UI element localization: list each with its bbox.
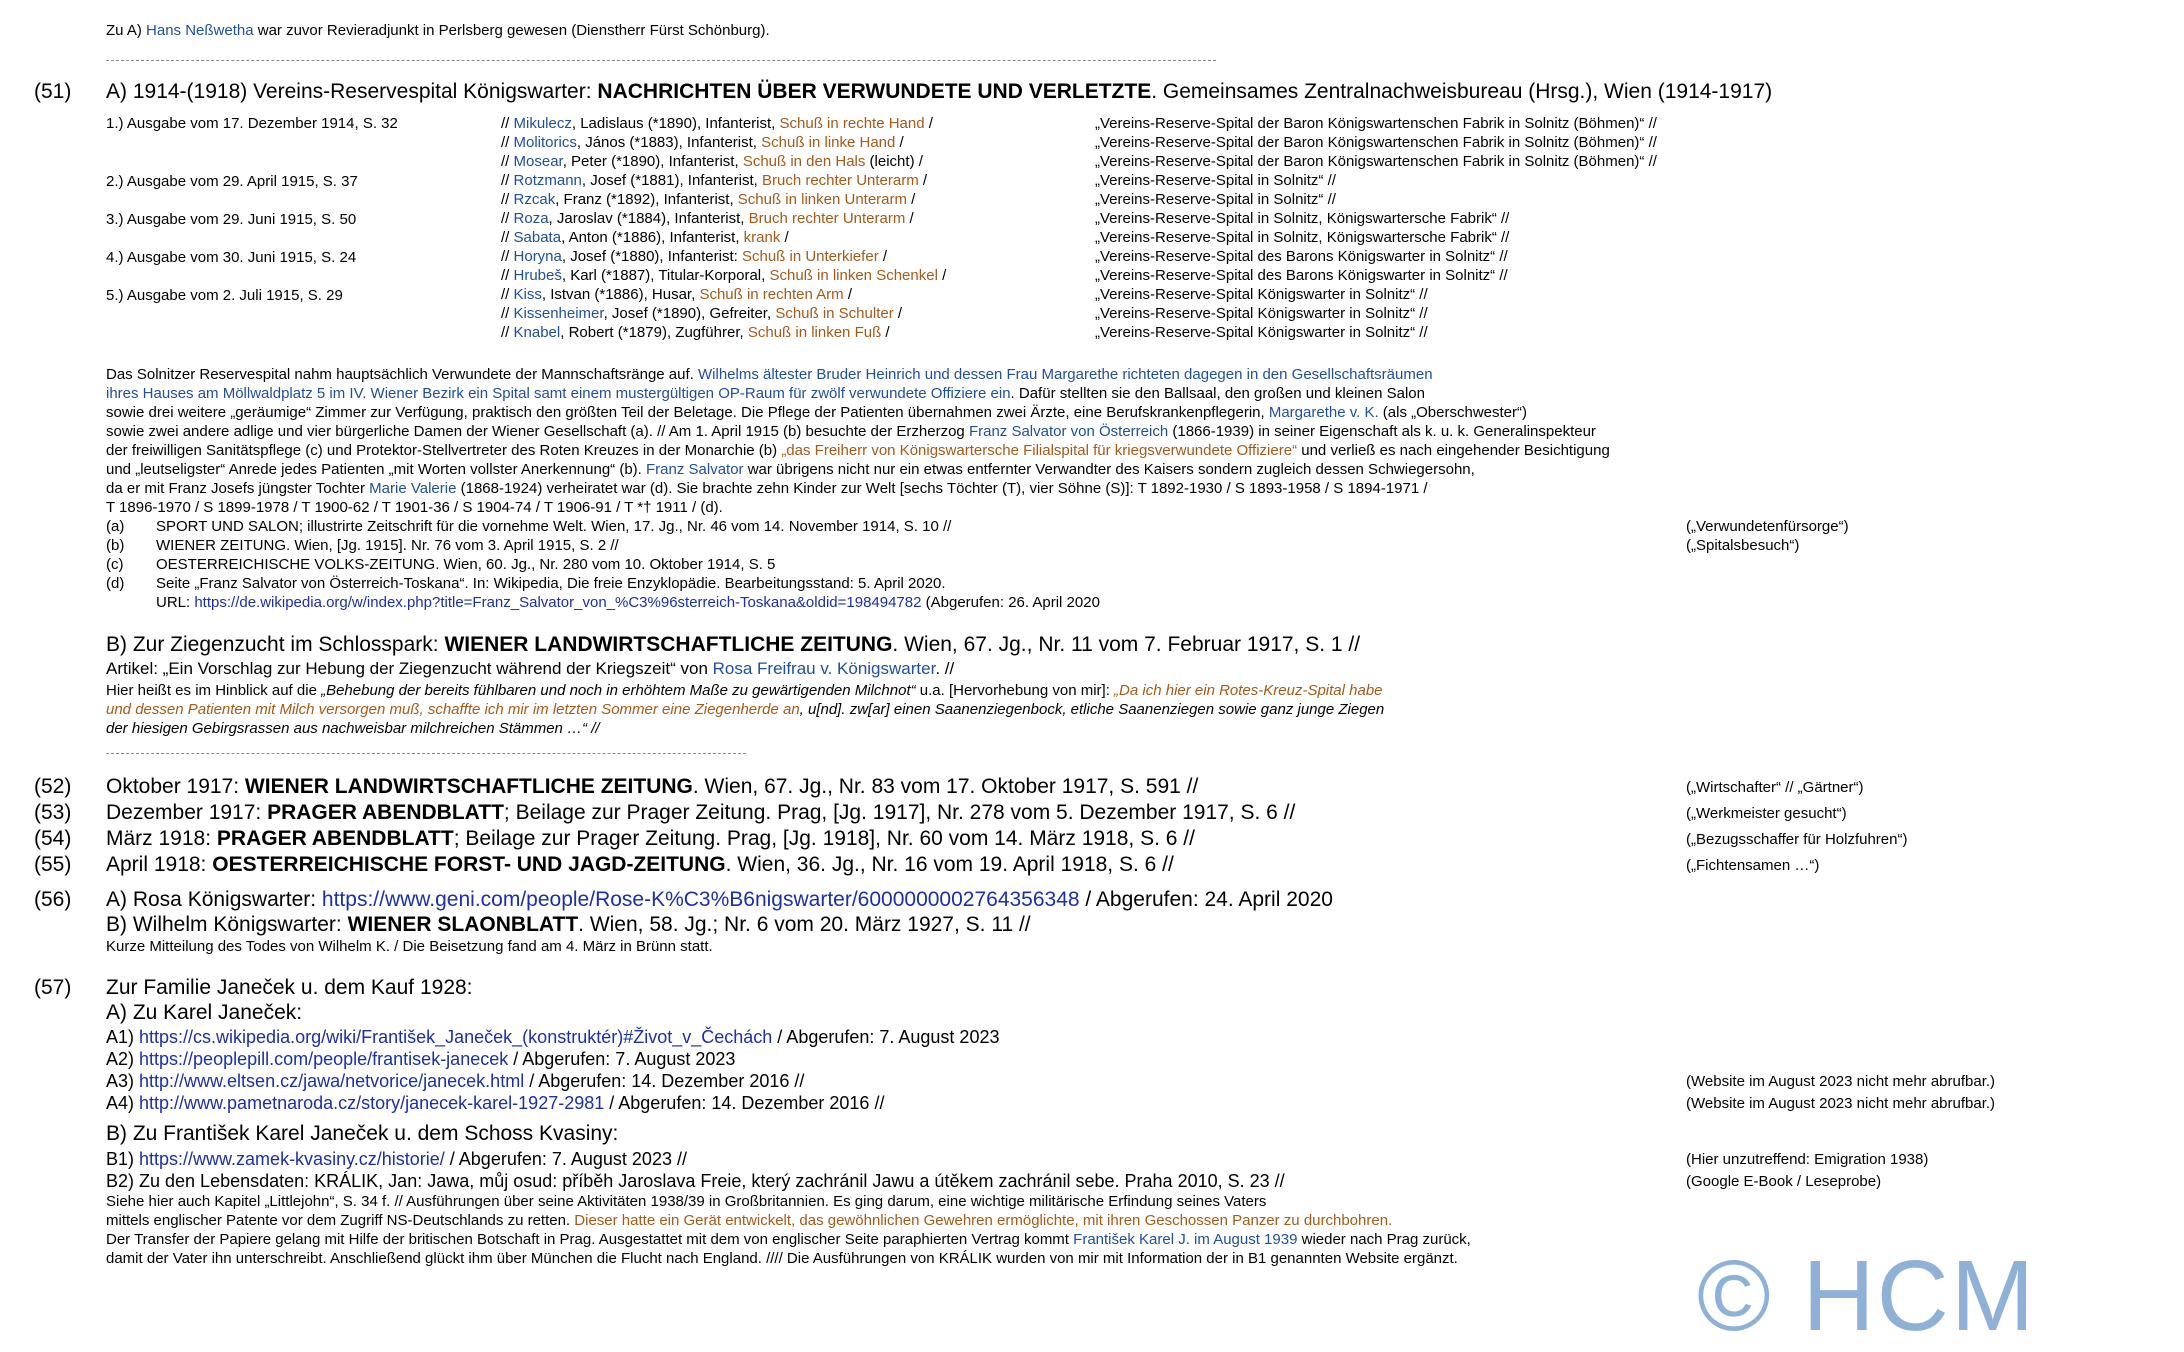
entry-57-heading: Zur Familie Janeček u. dem Kauf 1928: bbox=[106, 976, 473, 999]
newspaper-entry bbox=[106, 774, 1198, 799]
wound-type: Schuß in Unterkiefer bbox=[741, 248, 879, 265]
soldier-name: Roza bbox=[513, 210, 549, 227]
entry-suffix: (leicht) / bbox=[865, 153, 923, 170]
casualty-entry bbox=[501, 190, 915, 209]
entry-number: (52) bbox=[34, 775, 72, 798]
side-note: (Google E-Book / Leseprobe) bbox=[1686, 1173, 1882, 1190]
soldier-details: , Anton (*1886), Infanterist, bbox=[561, 229, 744, 246]
source-accessed: / Abgerufen: 14. Dezember 2016 // bbox=[604, 1093, 885, 1113]
casualty-entry bbox=[501, 228, 789, 247]
source-link[interactable]: http://www.pametnaroda.cz/story/janecek-karel-1927-2981 bbox=[139, 1093, 605, 1113]
newspaper-title: PRAGER ABENDBLATT bbox=[267, 801, 504, 824]
entry-suffix: / bbox=[878, 248, 888, 265]
reference-note: („Verwundetenfürsorge“) bbox=[1686, 518, 1849, 535]
reference-text: WIENER ZEITUNG. Wien, [Jg. 1915]. Nr. 76 vom 3. April 1915, S. 2 // bbox=[156, 537, 619, 554]
soldier-details: , Karl (*1887), Titular-Korporal, bbox=[561, 267, 770, 284]
entry-51-b-heading: B) Zur Ziegenzucht im Schlosspark: WIENER LANDWIRTSCHAFTLICHE ZEITUNG. Wien, 67. Jg., Nr. 11 vom 7. Februar 1917, S. 1 // bbox=[106, 633, 1361, 656]
hospital-name: „Vereins-Reserve-Spital der Baron Königswartenschen Fabrik in Solnitz (Böhmen)“ // bbox=[1095, 115, 1657, 132]
quote-line: Hier heißt es im Hinblick auf die „Behebung der bereits fühlbaren und noch in erhöhtem Maße zu gewärtigenden Milchnot“ u.a. [Hervorhebung von mir]: „Da ich hier ein Rotes-Kreuz-Spital habe bbox=[106, 682, 1383, 699]
entry-prefix: // bbox=[501, 286, 514, 303]
para-line: damit der Vater ihn unterschreibt. Anschließend glückt ihm über München die Flucht nach England. //// Die Ausführungen von KRÁLIK wurden von mir mit Information der in B1 genannten Website ergänzt. bbox=[106, 1250, 1458, 1267]
entry-prefix: // bbox=[501, 229, 514, 246]
entry-suffix: / bbox=[780, 229, 789, 246]
quote-line: der hiesigen Gebirgsrassen aus nachweisbar milchreichen Stämmen …“ // bbox=[106, 720, 600, 737]
para-line: und „leutseligster“ Anrede jedes Patienten „mit Worten vollster Anerkennung“ (b). Franz Salvator war übrigens nicht nur ein etwas entfernter Verwandter des Kaisers sondern zugleich dessen Schwiegersohn, bbox=[106, 461, 1475, 478]
entry-57-b-heading: B) Zu František Karel Janeček u. dem Schoss Kvasiny: bbox=[106, 1122, 619, 1145]
source-accessed: / Abgerufen: 7. August 2023 bbox=[772, 1027, 1000, 1047]
issue-item: 4.) Ausgabe vom 30. Juni 1915, S. 24 bbox=[106, 249, 357, 266]
para-line: mittels englischer Patente vor dem Zugriff NS-Deutschlands zu retten. Dieser hatte ein Gerät entwickelt, das gewöhnlichen Gewehren ermöglichte, mit ihren Geschossen Panzer zu durchbohren. bbox=[106, 1212, 1393, 1229]
soldier-name: Sabata bbox=[513, 229, 562, 246]
hospital-name: „Vereins-Reserve-Spital Königswarter in Solnitz“ // bbox=[1095, 286, 1428, 303]
reference-key: (c) bbox=[106, 556, 124, 573]
soldier-details: , Peter (*1890), Infanterist, bbox=[562, 153, 743, 170]
side-note: (Hier unzutreffend: Emigration 1938) bbox=[1686, 1151, 1929, 1168]
entry-note: („Bezugsschaffer für Holzfuhren“) bbox=[1686, 831, 1908, 848]
soldier-details: , Robert (*1879), Zugführer, bbox=[560, 324, 748, 341]
casualty-entry bbox=[501, 209, 914, 228]
hospital-name: „Vereins-Reserve-Spital Königswarter in Solnitz“ // bbox=[1095, 324, 1428, 341]
hospital-name: „Vereins-Reserve-Spital in Solnitz, Königswartersche Fabrik“ // bbox=[1095, 210, 1510, 227]
side-note: (Website im August 2023 nicht mehr abrufbar.) bbox=[1686, 1095, 1996, 1112]
casualty-entry bbox=[501, 323, 890, 342]
reference-text: SPORT UND SALON; illustrirte Zeitschrift für die vornehme Welt. Wien, 17. Jg., Nr. 46 vom 14. November 1914, S. 10 // bbox=[156, 518, 952, 535]
casualty-entry bbox=[501, 133, 904, 152]
entry-note: („Fichtensamen …“) bbox=[1686, 857, 1820, 874]
source-accessed: / Abgerufen: 14. Dezember 2016 // bbox=[524, 1071, 805, 1091]
reference-key: (b) bbox=[106, 537, 125, 554]
wound-type: Schuß in rechte Hand bbox=[779, 115, 925, 132]
source-b2: B2) Zu den Lebensdaten: KRÁLIK, Jan: Jawa, můj osud: příběh Jaroslava Freie, který zachránil Jawu a útěkem zachránil sebe. Praha 2010, S. 23 // bbox=[106, 1171, 1285, 1191]
hospital-name: „Vereins-Reserve-Spital der Baron Königswartenschen Fabrik in Solnitz (Böhmen)“ // bbox=[1095, 134, 1657, 151]
soldier-name: Horyna bbox=[513, 248, 562, 265]
person-link: Hans Neßwetha bbox=[146, 22, 254, 39]
casualty-entry bbox=[501, 171, 927, 190]
casualty-entry bbox=[501, 114, 933, 133]
entry-number: (57) bbox=[34, 976, 72, 999]
quote-line: und dessen Patienten mit Milch versorgen muß, schaffte ich mir im letzten Sommer eine Ziegenherde an, u[nd]. zw[ar] einen Saanenziegenbock, etliche Saanenziegen sowie ganz junge Ziegen bbox=[106, 701, 1385, 718]
source-accessed: / Abgerufen: 7. August 2023 bbox=[508, 1049, 736, 1069]
para-line: sowie zwei andere adlige und vier bürgerliche Damen der Wiener Gesellschaft (a). // Am 1. April 1915 (b) besuchte der Erzherzog Franz Salvator von Österreich (1866-1939) in seiner Eigenschaft als k. u. k. Generalinspekteur bbox=[106, 423, 1596, 440]
casualty-entry bbox=[501, 304, 902, 323]
casualty-entry bbox=[501, 152, 923, 171]
entry-prefix: // bbox=[501, 134, 514, 151]
issue-item: 5.) Ausgabe vom 2. Juli 1915, S. 29 bbox=[106, 287, 343, 304]
entry-citation: . Wien, 36. Jg., Nr. 16 vom 19. April 1918, S. 6 // bbox=[725, 853, 1174, 876]
entry-prefix: // bbox=[501, 172, 514, 189]
entry-prefix: // bbox=[501, 191, 514, 208]
soldier-name: Mosear bbox=[513, 153, 563, 170]
issue-item: 1.) Ausgabe vom 17. Dezember 1914, S. 32 bbox=[106, 115, 398, 132]
entry-51-heading: A) 1914-(1918) Vereins-Reservespital Königswarter: NACHRICHTEN ÜBER VERWUNDETE UND VERLETZTE. Gemeinsames Zentralnachweisbureau (Hrsg.), Wien (1914-1917) bbox=[106, 80, 1773, 103]
entry-suffix: / bbox=[905, 210, 914, 227]
source-item bbox=[106, 1070, 804, 1092]
hospital-name: „Vereins-Reserve-Spital in Solnitz“ // bbox=[1095, 172, 1336, 189]
entry-number: (54) bbox=[34, 827, 72, 850]
entry-suffix: / bbox=[918, 172, 928, 189]
wound-type: Schuß in Schulter bbox=[775, 305, 894, 322]
issue-item: 3.) Ausgabe vom 29. Juni 1915, S. 50 bbox=[106, 211, 357, 228]
soldier-name: Kissenheimer bbox=[513, 305, 604, 322]
reference-url-line: URL: https://de.wikipedia.org/w/index.php?title=Franz_Salvator_von_%C3%96sterreich-Toskana&oldid=198494782 (Abgerufen: 26. April 2020 bbox=[156, 594, 1100, 611]
hospital-name: „Vereins-Reserve-Spital der Baron Königswartenschen Fabrik in Solnitz (Böhmen)“ // bbox=[1095, 153, 1657, 170]
soldier-details: , Josef (*1890), Gefreiter, bbox=[603, 305, 776, 322]
entry-number: (56) bbox=[34, 888, 72, 911]
entry-suffix: / bbox=[893, 305, 903, 322]
soldier-name: Rotzmann bbox=[513, 172, 582, 189]
wound-type: Schuß in linken Schenkel bbox=[769, 267, 938, 284]
wikipedia-link[interactable]: https://de.wikipedia.org/w/index.php?title=Franz_Salvator_von_%C3%96sterreich-Toskana&oldid=198494782 bbox=[194, 594, 922, 611]
entry-56-b: B) Wilhelm Königswarter: WIENER SLAONBLATT. Wien, 58. Jg.; Nr. 6 vom 20. März 1927, S. 11 // bbox=[106, 913, 1031, 936]
wound-type: krank bbox=[743, 229, 781, 246]
para-line: Das Solnitzer Reservespital nahm hauptsächlich Verwundete der Mannschaftsränge auf. Wilhelms ältester Bruder Heinrich und dessen Frau Margarethe richteten dagegen in den Gesellschaftsräumen bbox=[106, 366, 1433, 383]
issue-item: 2.) Ausgabe vom 29. April 1915, S. 37 bbox=[106, 173, 358, 190]
entry-prefix: // bbox=[501, 153, 514, 170]
divider bbox=[106, 753, 746, 754]
soldier-details: , János (*1883), Infanterist, bbox=[576, 134, 762, 151]
entry-prefix: // bbox=[501, 267, 514, 284]
newspaper-entry bbox=[106, 800, 1295, 825]
hospital-name: „Vereins-Reserve-Spital des Barons Königswarter in Solnitz“ // bbox=[1095, 248, 1508, 265]
entry-note: („Wirtschafter“ // „Gärtner“) bbox=[1686, 779, 1864, 796]
casualty-entry bbox=[501, 247, 887, 266]
newspaper-title: OESTERREICHISCHE FORST- UND JAGD-ZEITUNG bbox=[212, 853, 726, 876]
top-note: Zu A) Hans Neßwetha war zuvor Revieradjunkt in Perlsberg gewesen (Dienstherr Fürst Schönburg). bbox=[106, 22, 770, 39]
wound-type: Schuß in linken Fuß bbox=[747, 324, 882, 341]
entry-prefix: // bbox=[501, 248, 514, 265]
entry-suffix: / bbox=[843, 286, 853, 303]
source-link[interactable]: http://www.eltsen.cz/jawa/netvorice/janecek.html bbox=[139, 1071, 525, 1091]
wound-type: Schuß in linken Unterarm bbox=[737, 191, 908, 208]
entry-number: (53) bbox=[34, 801, 72, 824]
wound-type: Schuß in den Hals bbox=[742, 153, 866, 170]
wound-type: Schuß in linke Hand bbox=[761, 134, 896, 151]
soldier-name: Rzcak bbox=[513, 191, 556, 208]
para-line: der freiwilligen Sanitätspflege (c) und Protektor-Stellvertreter des Roten Kreuzes in der Monarchie (b) „das Freiherr von Königswartersche Filialspital für kriegsverwundete Offiziere“ und verließ es nach eingehender Besichtigung bbox=[106, 442, 1610, 459]
geni-link[interactable]: https://www.geni.com/people/Rose-K%C3%B6nigswarter/6000000002764356348 bbox=[321, 888, 1080, 911]
entry-date: März 1918: bbox=[106, 827, 217, 850]
entry-date: Oktober 1917: bbox=[106, 775, 245, 798]
hospital-name: „Vereins-Reserve-Spital Königswarter in Solnitz“ // bbox=[1095, 305, 1428, 322]
soldier-name: Hrubeš bbox=[513, 267, 562, 284]
divider bbox=[106, 60, 1216, 61]
kvasiny-link[interactable]: https://www.zamek-kvasiny.cz/historie/ bbox=[139, 1149, 445, 1169]
para-line: sowie drei weitere „geräumige“ Zimmer zur Verfügung, praktisch den größten Teil der Beletage. Die Pflege der Patienten übernahmen zwei Ärzte, eine Berufskrankenpflegerin, Margarethe v. K. (als „Oberschwester“) bbox=[106, 404, 1527, 421]
source-link[interactable]: https://peoplepill.com/people/frantisek-janecek bbox=[139, 1049, 509, 1069]
source-item bbox=[106, 1048, 735, 1070]
entry-suffix: / bbox=[881, 324, 890, 341]
source-item bbox=[106, 1026, 999, 1048]
casualty-entry bbox=[501, 285, 852, 304]
para-line: ihres Hauses am Möllwaldplatz 5 im IV. Wiener Bezirk ein Spital samt einem mustergültigen OP-Raum für zwölf verwundete Offiziere ein. Dafür stellten sie den Ballsaal, den großen und kleinen Salon bbox=[106, 385, 1425, 402]
entry-note: („Werkmeister gesucht“) bbox=[1686, 805, 1847, 822]
entry-suffix: / bbox=[924, 115, 933, 132]
source-key: A2) bbox=[106, 1049, 140, 1069]
soldier-name: Mikulecz bbox=[513, 115, 572, 132]
entry-date: Dezember 1917: bbox=[106, 801, 268, 824]
entry-citation: ; Beilage zur Prager Zeitung. Prag, [Jg. 1917], Nr. 278 vom 5. Dezember 1917, S. 6 // bbox=[503, 801, 1296, 824]
entry-prefix: // bbox=[501, 115, 514, 132]
source-key: A3) bbox=[106, 1071, 140, 1091]
entry-57-a-heading: A) Zu Karel Janeček: bbox=[106, 1001, 303, 1024]
entry-56-a: A) Rosa Königswarter: https://www.geni.com/people/Rose-K%C3%B6nigswarter/6000000002764356348 / Abgerufen: 24. April 2020 bbox=[106, 888, 1333, 911]
para-line: Der Transfer der Papiere gelang mit Hilfe der britischen Botschaft in Prag. Ausgestattet mit dem von englischer Seite paraphierten Vertrag kommt František Karel J. im August 1939 wieder nach Prag zurück, bbox=[106, 1231, 1471, 1248]
source-key: A1) bbox=[106, 1027, 140, 1047]
wound-type: Bruch rechter Unterarm bbox=[748, 210, 906, 227]
reference-text: OESTERREICHISCHE VOLKS-ZEITUNG. Wien, 60. Jg., Nr. 280 vom 10. Oktober 1914, S. 5 bbox=[156, 556, 776, 573]
soldier-details: , Jaroslav (*1884), Infanterist, bbox=[548, 210, 749, 227]
copyright-watermark: © HCM bbox=[1697, 1240, 2037, 1352]
entry-prefix: // bbox=[501, 305, 514, 322]
entry-suffix: / bbox=[937, 267, 947, 284]
entry-citation: ; Beilage zur Prager Zeitung. Prag, [Jg. 1918], Nr. 60 vom 14. März 1918, S. 6 // bbox=[453, 827, 1195, 850]
wound-type: Bruch rechter Unterarm bbox=[761, 172, 919, 189]
soldier-name: Knabel bbox=[513, 324, 561, 341]
entry-citation: . Wien, 67. Jg., Nr. 83 vom 17. Oktober 1917, S. 591 // bbox=[692, 775, 1199, 798]
source-b1: B1) https://www.zamek-kvasiny.cz/historie/ / Abgerufen: 7. August 2023 // bbox=[106, 1149, 687, 1169]
newspaper-title: WIENER LANDWIRTSCHAFTLICHE ZEITUNG bbox=[244, 775, 693, 798]
entry-prefix: // bbox=[501, 324, 514, 341]
hospital-name: „Vereins-Reserve-Spital in Solnitz“ // bbox=[1095, 191, 1336, 208]
entry-date: April 1918: bbox=[106, 853, 213, 876]
soldier-details: , Franz (*1892), Infanterist, bbox=[555, 191, 738, 208]
entry-prefix: // bbox=[501, 210, 514, 227]
entry-suffix: / bbox=[907, 191, 916, 208]
reference-text: Seite „Franz Salvator von Österreich-Toskana“. In: Wikipedia, Die freie Enzyklopädie. Bearbeitungsstand: 5. April 2020. bbox=[156, 575, 946, 592]
para-line: da er mit Franz Josefs jüngster Tochter Marie Valerie (1868-1924) verheiratet war (d). Sie brachte zehn Kinder zur Welt [sechs Töchter (T), vier Söhne (S)]: T 1892-1930 / S 1893-1958 / S 1894-1971 / bbox=[106, 480, 1428, 497]
source-key: A4) bbox=[106, 1093, 140, 1113]
soldier-details: , Josef (*1880), Infanterist: bbox=[561, 248, 742, 265]
newspaper-entry bbox=[106, 852, 1174, 877]
source-item bbox=[106, 1092, 884, 1114]
source-link[interactable]: https://cs.wikipedia.org/wiki/František_Janeček_(konstruktér)#Život_v_Čechách bbox=[139, 1027, 773, 1047]
newspaper-title: PRAGER ABENDBLATT bbox=[216, 827, 454, 850]
soldier-details: , Istvan (*1886), Husar, bbox=[541, 286, 700, 303]
hospital-name: „Vereins-Reserve-Spital in Solnitz, Königswartersche Fabrik“ // bbox=[1095, 229, 1510, 246]
soldier-details: , Ladislaus (*1890), Infanterist, bbox=[571, 115, 780, 132]
reference-key: (d) bbox=[106, 575, 125, 592]
wound-type: Schuß in rechten Arm bbox=[699, 286, 844, 303]
entry-56-note: Kurze Mitteilung des Todes von Wilhelm K. / Die Beisetzung fand am 4. März in Brünn statt. bbox=[106, 938, 713, 955]
side-note: (Website im August 2023 nicht mehr abrufbar.) bbox=[1686, 1073, 1996, 1090]
soldier-name: Molitorics bbox=[513, 134, 577, 151]
reference-note: („Spitalsbesuch“) bbox=[1686, 537, 1800, 554]
article-line: Artikel: „Ein Vorschlag zur Hebung der Ziegenzucht während der Kriegszeit“ von Rosa Freifrau v. Königswarter. // bbox=[106, 659, 955, 678]
entry-number: (51) bbox=[34, 80, 72, 103]
casualty-entry bbox=[501, 266, 946, 285]
soldier-name: Kiss bbox=[513, 286, 542, 303]
para-line: T 1896-1970 / S 1899-1978 / T 1900-62 / T 1901-36 / S 1904-74 / T 1906-91 / T *† 1911 / (d). bbox=[106, 499, 723, 516]
reference-key: (a) bbox=[106, 518, 125, 535]
entry-number: (55) bbox=[34, 853, 72, 876]
hospital-name: „Vereins-Reserve-Spital des Barons Königswarter in Solnitz“ // bbox=[1095, 267, 1508, 284]
para-line: Siehe hier auch Kapitel „Littlejohn“, S. 34 f. // Ausführungen über seine Aktivitäten 1938/39 in Großbritannien. Es ging darum, eine wichtige militärische Erfindung seines Vaters bbox=[106, 1193, 1267, 1210]
soldier-details: , Josef (*1881), Infanterist, bbox=[581, 172, 762, 189]
entry-suffix: / bbox=[895, 134, 904, 151]
newspaper-entry bbox=[106, 826, 1195, 851]
